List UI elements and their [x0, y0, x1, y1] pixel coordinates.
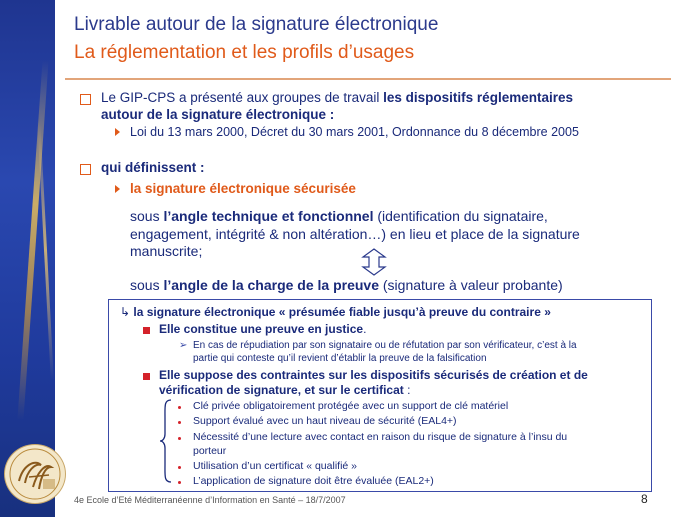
- bullet1-line1: [101, 90, 573, 105]
- paragraph1-line3: manuscrite;: [130, 243, 203, 259]
- left-brace-icon: [159, 398, 173, 484]
- bullet2-sub-line: [130, 181, 356, 196]
- bullet2-label: qui définissent :: [101, 160, 205, 175]
- p1-prefix: sous: [130, 208, 164, 224]
- bullet2-sub-label: la signature électronique sécurisée: [130, 181, 356, 196]
- p2-suffix: (signature à valeur probante): [379, 277, 563, 293]
- checkbox-bullet-icon: [80, 94, 91, 105]
- requirement-item: Nécessité d’une lecture avec contact en raison du risque de signature à l’insu du: [193, 431, 568, 443]
- arrow-bullet-icon: [115, 128, 120, 136]
- paragraph1-line2: engagement, intégrité & non altération…) en lieu et place de la signature: [130, 226, 580, 242]
- bullet1-bold-continued: autour de la signature électronique :: [101, 107, 335, 122]
- bullet1-bold: les dispositifs réglementaires: [383, 90, 573, 105]
- slide-subtitle: La réglementation et les profils d’usages: [74, 42, 415, 63]
- box-item2-end: :: [403, 383, 411, 397]
- requirement-item: Support évalué avec un haut niveau de sécurité (EAL4+): [193, 415, 457, 427]
- box-item2-l1: Elle suppose des contraintes sur les dispositifs sécurisés de création et de: [159, 368, 588, 382]
- checkbox-bullet-icon: [80, 164, 91, 175]
- bullet1-line2: [101, 107, 334, 122]
- footer-text: 4e Ecole d’Eté Méditerranéenne d’Information en Santé – 18/7/2007: [74, 495, 346, 505]
- p2-bold: l’angle de la charge de la preuve: [163, 277, 379, 293]
- box-heading-line: [120, 305, 551, 319]
- requirement-item: Utilisation d’un certificat « qualifié »: [193, 460, 358, 472]
- box-item1-sub-line1: En cas de répudiation par son signataire ou de réfutation par son vérificateur, c’est à la: [193, 340, 577, 351]
- bullet1-sub: Loi du 13 mars 2000, Décret du 30 mars 2001, Ordonnance du 8 décembre 2005: [130, 125, 579, 139]
- bullet1-text: Le GIP-CPS a présenté aux groupes de travail: [101, 90, 384, 105]
- red-dot-bullet-icon: [178, 421, 181, 424]
- box-item1-end: .: [363, 322, 367, 336]
- red-dot-bullet-icon: [178, 481, 181, 484]
- paragraph1-line1: [130, 208, 548, 224]
- presumption-box: [108, 299, 652, 492]
- title-divider: [65, 78, 671, 80]
- slide-title: Livrable autour de la signature électronique: [74, 14, 439, 35]
- box-item2-line1: [159, 368, 588, 382]
- return-arrow-icon: ↳: [120, 305, 131, 319]
- box-item2-line2: [159, 383, 410, 397]
- school-logo: [4, 444, 66, 504]
- box-item1-line: [159, 322, 366, 336]
- box-item1: Elle constitue une preuve en justice: [159, 322, 364, 336]
- requirement-item: L’application de signature doit être évaluée (EAL2+): [193, 475, 434, 487]
- red-dot-bullet-icon: [178, 466, 181, 469]
- requirement-item: Clé privée obligatoirement protégée avec un support de clé matériel: [193, 400, 509, 412]
- p2-prefix: sous: [130, 277, 164, 293]
- requirement-item-continued: porteur: [193, 445, 227, 457]
- p1-suffix: (identification du signataire,: [373, 208, 548, 224]
- box-item1-sub-line2: partie qui conteste qu’il revient d’établir la preuve de la falsification: [193, 353, 487, 364]
- paragraph2-line: [130, 277, 563, 293]
- red-dot-bullet-icon: [178, 437, 181, 440]
- chevron-bullet-icon: ➢: [179, 340, 188, 351]
- decorative-sidebar: [0, 0, 55, 517]
- double-arrow-icon: [358, 248, 390, 276]
- page-number: 8: [641, 492, 648, 506]
- p1-bold: l’angle technique et fonctionnel: [163, 208, 374, 224]
- red-square-bullet-icon: [143, 373, 150, 380]
- arrow-bullet-icon: [115, 185, 120, 193]
- box-heading: la signature électronique « présumée fiable jusqu’à preuve du contraire »: [133, 305, 551, 319]
- bullet2-label-line: [101, 160, 205, 175]
- red-square-bullet-icon: [143, 327, 150, 334]
- red-dot-bullet-icon: [178, 406, 181, 409]
- logo-monogram-icon: [5, 445, 65, 503]
- sidebar-streak-secondary: [37, 120, 54, 380]
- box-item2-l2: vérification de signature, et sur le certificat: [159, 383, 404, 397]
